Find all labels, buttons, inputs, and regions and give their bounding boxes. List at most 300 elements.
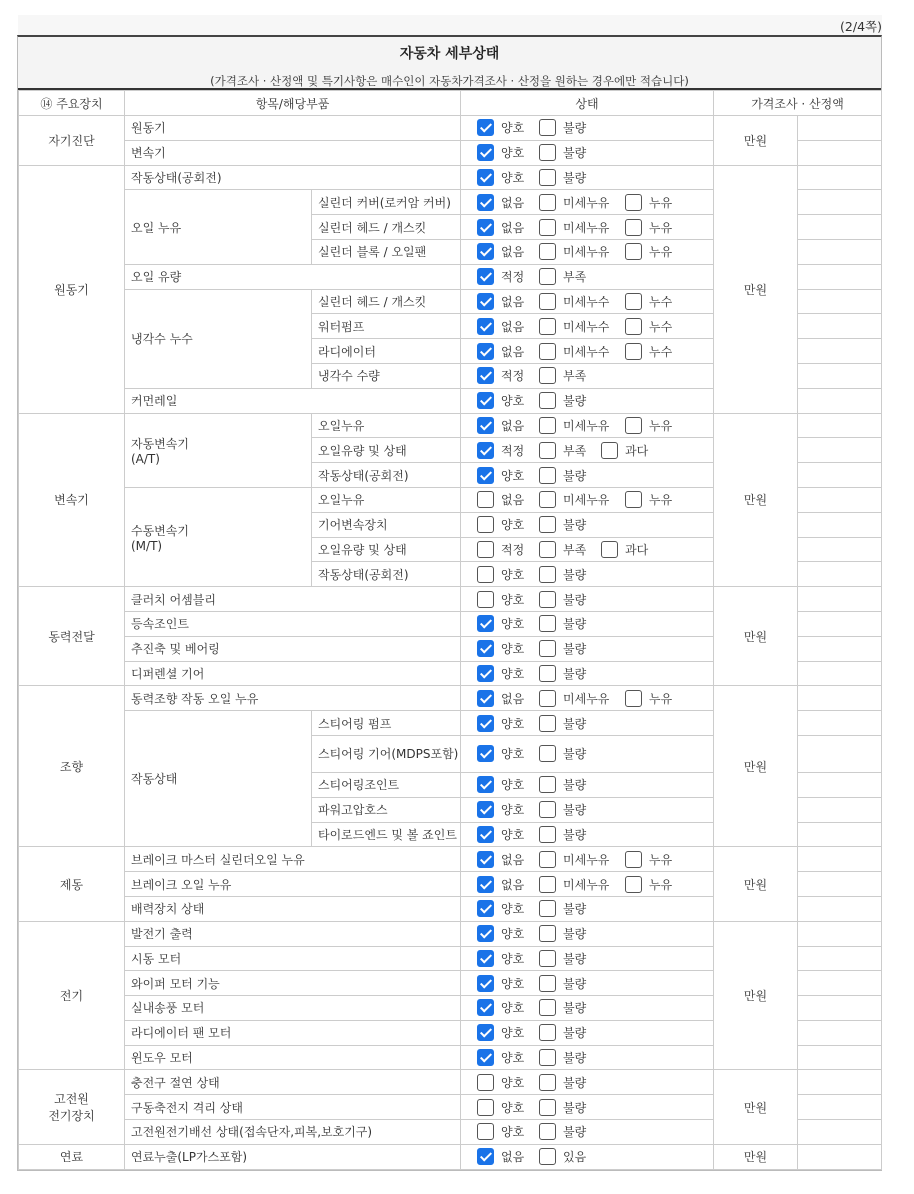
unchecked-checkbox[interactable] [539,442,556,459]
state-cell [461,438,714,463]
price-input-cell[interactable] [798,822,882,847]
unchecked-checkbox[interactable] [539,615,556,632]
option-label: 불량 [563,951,587,966]
state-cell [461,1120,714,1145]
price-input-cell[interactable] [798,872,882,897]
sheet-subtitle: (가격조사 · 산정액 및 특기사항은 매수인이 자동차가격조사 · 산정을 원하는 경우에만 적습니다) [210,74,689,88]
option-label: 적정 [501,443,525,458]
item-cell: 오일유량 및 상태 [312,537,461,562]
unchecked-checkbox[interactable] [539,591,556,608]
option-label: 없음 [501,245,525,260]
option-label: 양호 [501,121,525,136]
option-label: 과다 [625,542,649,557]
price-input-cell[interactable] [798,735,882,772]
unchecked-checkbox[interactable] [539,801,556,818]
checked-checkbox[interactable] [477,876,494,893]
option-label: 불량 [563,1100,587,1115]
table-row [19,921,882,946]
unchecked-checkbox[interactable] [539,999,556,1016]
unchecked-checkbox[interactable] [539,516,556,533]
unchecked-checkbox[interactable] [539,144,556,161]
state-cell [461,1095,714,1120]
state-cell [461,165,714,190]
option-label: 양호 [501,778,525,793]
option-label: 부족 [563,270,587,285]
item-cell: 등속조인트 [125,611,461,636]
price-input-cell[interactable] [798,1095,882,1120]
price-input-cell[interactable] [798,388,882,413]
checked-checkbox[interactable] [477,665,494,682]
item-cell: 커먼레일 [125,388,461,413]
option-label: 적정 [501,542,525,557]
price-input-cell[interactable] [798,686,882,711]
price-input-cell[interactable] [798,562,882,587]
state-cell [461,140,714,165]
option-label: 불량 [563,121,587,136]
table-row [19,587,882,612]
unchecked-checkbox[interactable] [539,876,556,893]
option-label: 누유 [649,245,673,260]
sub-category-cell: 수동변속기 (M/T) [125,487,312,586]
checked-checkbox[interactable] [477,851,494,868]
unchecked-checkbox[interactable] [539,417,556,434]
checked-checkbox[interactable] [477,219,494,236]
checked-checkbox[interactable] [477,318,494,335]
price-input-cell[interactable] [798,289,882,314]
checked-checkbox[interactable] [477,826,494,843]
price-input-cell[interactable] [798,797,882,822]
option-label: 양호 [501,1125,525,1140]
unchecked-checkbox[interactable] [625,417,642,434]
device-category-cell: 연료 [19,1144,125,1169]
price-unit-cell: 만원 [714,116,798,166]
checked-checkbox[interactable] [477,640,494,657]
checked-checkbox[interactable] [477,690,494,707]
unchecked-checkbox[interactable] [625,194,642,211]
checked-checkbox[interactable] [477,745,494,762]
unchecked-checkbox[interactable] [477,566,494,583]
unchecked-checkbox[interactable] [539,367,556,384]
item-cell: 브레이크 마스터 실린더오일 누유 [125,847,461,872]
unchecked-checkbox[interactable] [539,343,556,360]
unchecked-checkbox[interactable] [539,268,556,285]
option-label: 양호 [501,567,525,582]
item-cell: 연료누출(LP가스포함) [125,1144,461,1169]
checked-checkbox[interactable] [477,392,494,409]
option-label: 미세누수 [563,294,610,309]
option-label: 없음 [501,1150,525,1165]
unchecked-checkbox[interactable] [625,851,642,868]
option-label: 누유 [649,493,673,508]
item-cell: 발전기 출력 [125,921,461,946]
item-cell: 오일누유 [312,487,461,512]
option-label: 미세누유 [563,691,610,706]
unchecked-checkbox[interactable] [539,665,556,682]
price-input-cell[interactable] [798,611,882,636]
price-input-cell[interactable] [798,512,882,537]
table-row [19,1070,882,1095]
option-label: 부족 [563,542,587,557]
option-label: 양호 [501,468,525,483]
table-row [19,847,882,872]
unchecked-checkbox[interactable] [625,293,642,310]
option-label: 불량 [563,976,587,991]
checked-checkbox[interactable] [477,925,494,942]
unchecked-checkbox[interactable] [625,491,642,508]
price-input-cell[interactable] [798,463,882,488]
price-input-cell[interactable] [798,636,882,661]
option-label: 미세누유 [563,245,610,260]
unchecked-checkbox[interactable] [539,1049,556,1066]
price-input-cell[interactable] [798,971,882,996]
option-label: 양호 [501,1026,525,1041]
unchecked-checkbox[interactable] [539,566,556,583]
state-cell [461,487,714,512]
option-label: 누수 [649,294,673,309]
unchecked-checkbox[interactable] [539,318,556,335]
option-label: 미세누유 [563,418,610,433]
item-cell: 와이퍼 모터 기능 [125,971,461,996]
state-cell [461,611,714,636]
option-label: 미세누유 [563,852,610,867]
item-cell: 디퍼렌셜 기어 [125,661,461,686]
item-cell: 파워고압호스 [312,797,461,822]
state-cell [461,921,714,946]
option-label: 불량 [563,1001,587,1016]
state-cell [461,512,714,537]
unchecked-checkbox[interactable] [539,1123,556,1140]
checked-checkbox[interactable] [477,975,494,992]
option-label: 없음 [501,418,525,433]
page-top-bar [18,15,882,35]
checked-checkbox[interactable] [477,1049,494,1066]
state-cell [461,314,714,339]
unchecked-checkbox[interactable] [477,1099,494,1116]
state-cell [461,190,714,215]
price-input-cell[interactable] [798,711,882,736]
price-input-cell[interactable] [798,1070,882,1095]
item-cell: 타이로드엔드 및 볼 죠인트 [312,822,461,847]
unchecked-checkbox[interactable] [539,293,556,310]
price-input-cell[interactable] [798,215,882,240]
option-label: 불량 [563,518,587,533]
option-label: 없음 [501,319,525,334]
checked-checkbox[interactable] [477,467,494,484]
checked-checkbox[interactable] [477,442,494,459]
option-label: 누유 [649,877,673,892]
state-cell [461,413,714,438]
price-input-cell[interactable] [798,363,882,388]
unchecked-checkbox[interactable] [477,541,494,558]
option-label: 불량 [563,642,587,657]
checked-checkbox[interactable] [477,776,494,793]
option-label: 양호 [501,1051,525,1066]
checked-checkbox[interactable] [477,801,494,818]
sub-category-cell: 오일 누유 [125,190,312,264]
unchecked-checkbox[interactable] [539,1074,556,1091]
price-input-cell[interactable] [798,896,882,921]
detail-table [18,90,882,1170]
state-cell [461,363,714,388]
price-input-cell[interactable] [798,339,882,364]
price-unit-cell: 만원 [714,686,798,847]
option-label: 불량 [563,617,587,632]
unchecked-checkbox[interactable] [625,243,642,260]
unchecked-checkbox[interactable] [539,1148,556,1165]
item-cell: 오일 유량 [125,264,461,289]
option-label: 양호 [501,1001,525,1016]
item-cell: 작동상태(공회전) [312,463,461,488]
unchecked-checkbox[interactable] [539,1099,556,1116]
unchecked-checkbox[interactable] [539,491,556,508]
checked-checkbox[interactable] [477,1148,494,1165]
state-cell [461,711,714,736]
price-unit-cell: 만원 [714,1070,798,1144]
price-unit-cell: 만원 [714,847,798,921]
option-label: 누유 [649,220,673,235]
option-label: 없음 [501,195,525,210]
unchecked-checkbox[interactable] [601,442,618,459]
option-label: 불량 [563,1075,587,1090]
price-input-cell[interactable] [798,1120,882,1145]
price-input-cell[interactable] [798,190,882,215]
unchecked-checkbox[interactable] [539,826,556,843]
price-input-cell[interactable] [798,537,882,562]
option-label: 불량 [563,1125,587,1140]
option-label: 양호 [501,394,525,409]
price-input-cell[interactable] [798,239,882,264]
option-label: 양호 [501,170,525,185]
table-row [19,413,882,438]
option-label: 불량 [563,592,587,607]
item-cell: 충전구 절연 상태 [125,1070,461,1095]
sheet-title: 자동차 세부상태 [399,46,500,62]
price-input-cell[interactable] [798,140,882,165]
state-cell [461,537,714,562]
price-input-cell[interactable] [798,921,882,946]
option-label: 없음 [501,691,525,706]
checked-checkbox[interactable] [477,119,494,136]
unchecked-checkbox[interactable] [539,169,556,186]
price-input-cell[interactable] [798,996,882,1021]
option-label: 양호 [501,1100,525,1115]
unchecked-checkbox[interactable] [477,1123,494,1140]
unchecked-checkbox[interactable] [601,541,618,558]
price-input-cell[interactable] [798,1045,882,1070]
unchecked-checkbox[interactable] [539,219,556,236]
option-label: 불량 [563,1026,587,1041]
checked-checkbox[interactable] [477,194,494,211]
state-cell [461,1045,714,1070]
unchecked-checkbox[interactable] [539,950,556,967]
unchecked-checkbox[interactable] [539,392,556,409]
unchecked-checkbox[interactable] [539,194,556,211]
item-cell: 고전원전기배선 상태(접속단자,피복,보호기구) [125,1120,461,1145]
option-label: 없음 [501,493,525,508]
option-label: 불량 [563,567,587,582]
price-input-cell[interactable] [798,438,882,463]
unchecked-checkbox[interactable] [625,318,642,335]
unchecked-checkbox[interactable] [477,516,494,533]
unchecked-checkbox[interactable] [477,591,494,608]
state-cell [461,661,714,686]
state-cell [461,872,714,897]
unchecked-checkbox[interactable] [539,900,556,917]
checked-checkbox[interactable] [477,343,494,360]
checked-checkbox[interactable] [477,293,494,310]
price-input-cell[interactable] [798,116,882,141]
option-label: 부족 [563,369,587,384]
option-label: 누유 [649,418,673,433]
table-body [19,116,882,1170]
table-row [19,686,882,711]
item-cell: 추진축 및 베어링 [125,636,461,661]
price-input-cell[interactable] [798,1144,882,1169]
option-label: 미세누수 [563,319,610,334]
checked-checkbox[interactable] [477,999,494,1016]
page-number: (2/4쪽) [840,19,882,34]
price-unit-cell: 만원 [714,921,798,1070]
option-label: 과다 [625,443,649,458]
item-cell: 윈도우 모터 [125,1045,461,1070]
state-cell [461,896,714,921]
checked-checkbox[interactable] [477,417,494,434]
item-cell: 브레이크 오일 누유 [125,872,461,897]
state-cell [461,587,714,612]
unchecked-checkbox[interactable] [539,1024,556,1041]
checked-checkbox[interactable] [477,715,494,732]
unchecked-checkbox[interactable] [539,715,556,732]
unchecked-checkbox[interactable] [625,690,642,707]
unchecked-checkbox[interactable] [477,1074,494,1091]
state-cell [461,1144,714,1169]
option-label: 불량 [563,902,587,917]
price-input-cell[interactable] [798,1020,882,1045]
unchecked-checkbox[interactable] [539,776,556,793]
checked-checkbox[interactable] [477,268,494,285]
state-cell [461,1070,714,1095]
option-label: 누유 [649,691,673,706]
price-unit-cell: 만원 [714,587,798,686]
checked-checkbox[interactable] [477,900,494,917]
price-input-cell[interactable] [798,946,882,971]
unchecked-checkbox[interactable] [625,876,642,893]
option-label: 양호 [501,927,525,942]
state-cell [461,735,714,772]
checked-checkbox[interactable] [477,1024,494,1041]
option-label: 미세누유 [563,220,610,235]
price-unit-cell: 만원 [714,413,798,587]
price-input-cell[interactable] [798,587,882,612]
device-category-cell: 조향 [19,686,125,847]
checked-checkbox[interactable] [477,950,494,967]
state-cell [461,215,714,240]
price-input-cell[interactable] [798,487,882,512]
unchecked-checkbox[interactable] [539,541,556,558]
item-cell: 변속기 [125,140,461,165]
inspection-sheet [17,35,882,1171]
item-cell: 원동기 [125,116,461,141]
option-label: 양호 [501,642,525,657]
state-cell [461,562,714,587]
option-label: 불량 [563,146,587,161]
header-state: 상태 [461,91,714,116]
state-cell [461,116,714,141]
item-cell: 실린더 블록 / 오일팬 [312,239,461,264]
unchecked-checkbox[interactable] [539,119,556,136]
option-label: 양호 [501,803,525,818]
unchecked-checkbox[interactable] [625,219,642,236]
state-cell [461,946,714,971]
sheet-header [18,37,881,90]
item-cell: 클러치 어셈블리 [125,587,461,612]
checked-checkbox[interactable] [477,243,494,260]
option-label: 양호 [501,592,525,607]
option-label: 부족 [563,443,587,458]
unchecked-checkbox[interactable] [539,925,556,942]
unchecked-checkbox[interactable] [539,745,556,762]
checked-checkbox[interactable] [477,144,494,161]
price-unit-cell: 만원 [714,1144,798,1169]
checked-checkbox[interactable] [477,615,494,632]
device-category-cell: 자기진단 [19,116,125,166]
option-label: 있음 [563,1150,587,1165]
state-cell [461,1020,714,1045]
option-label: 누수 [649,344,673,359]
option-label: 양호 [501,902,525,917]
option-label: 미세누유 [563,195,610,210]
option-label: 미세누수 [563,344,610,359]
option-label: 양호 [501,617,525,632]
option-label: 불량 [563,170,587,185]
price-input-cell[interactable] [798,772,882,797]
price-input-cell[interactable] [798,661,882,686]
unchecked-checkbox[interactable] [539,975,556,992]
price-input-cell[interactable] [798,165,882,190]
checked-checkbox[interactable] [477,169,494,186]
state-cell [461,772,714,797]
option-label: 적정 [501,369,525,384]
unchecked-checkbox[interactable] [625,343,642,360]
item-cell: 작동상태(공회전) [125,165,461,190]
checked-checkbox[interactable] [477,367,494,384]
item-cell: 라디에이터 [312,339,461,364]
unchecked-checkbox[interactable] [477,491,494,508]
item-cell: 실린더 커버(로커암 커버) [312,190,461,215]
item-cell: 시동 모터 [125,946,461,971]
option-label: 불량 [563,827,587,842]
price-input-cell[interactable] [798,264,882,289]
unchecked-checkbox[interactable] [539,690,556,707]
price-input-cell[interactable] [798,314,882,339]
price-input-cell[interactable] [798,413,882,438]
unchecked-checkbox[interactable] [539,467,556,484]
item-cell: 스티어링 기어(MDPS포함) [312,735,461,772]
unchecked-checkbox[interactable] [539,640,556,657]
table-header-row [19,91,882,116]
unchecked-checkbox[interactable] [539,851,556,868]
device-category-cell: 변속기 [19,413,125,587]
unchecked-checkbox[interactable] [539,243,556,260]
item-cell: 실내송풍 모터 [125,996,461,1021]
option-label: 양호 [501,951,525,966]
option-label: 양호 [501,1075,525,1090]
price-input-cell[interactable] [798,847,882,872]
option-label: 없음 [501,294,525,309]
item-cell: 스티어링조인트 [312,772,461,797]
state-cell [461,847,714,872]
option-label: 불량 [563,716,587,731]
